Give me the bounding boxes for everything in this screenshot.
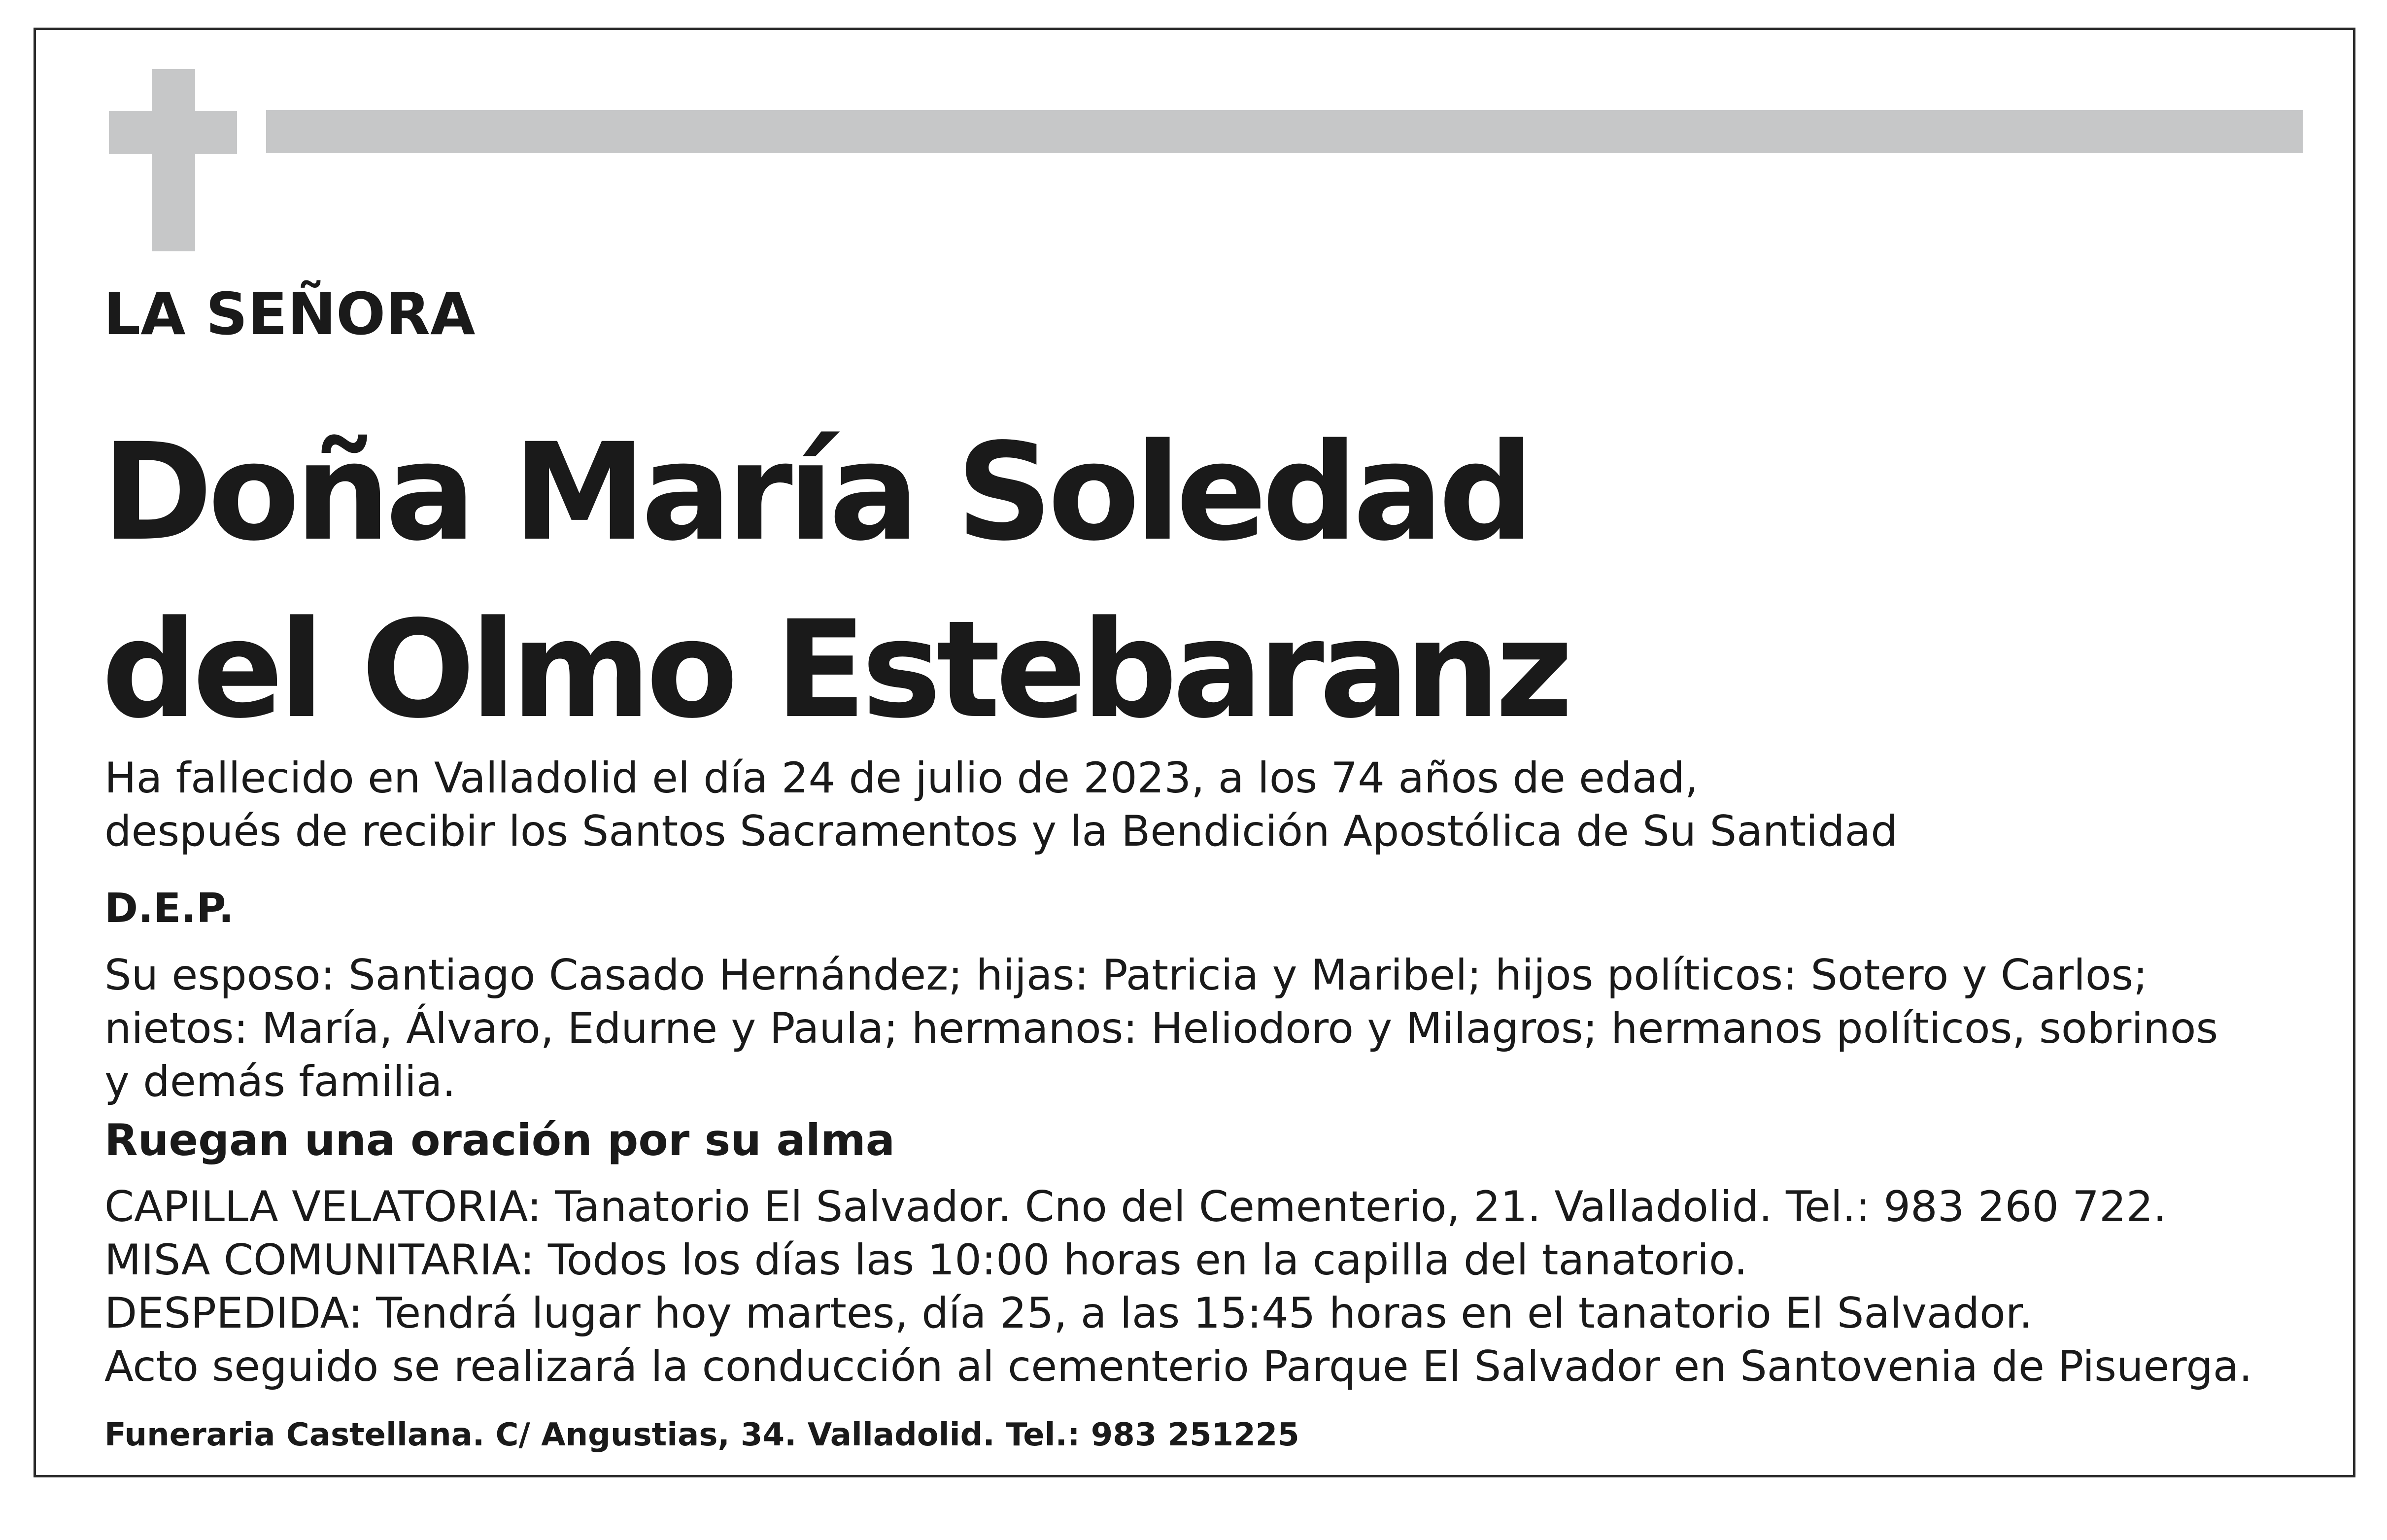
deceased-name-line-2: del Olmo Estebaranz — [102, 592, 1569, 748]
service-line-4: Acto seguido se realizará la conducción al cementerio Parque El Salvador en Santovenia de Pisuerga. — [104, 1342, 2252, 1391]
service-line-3: DESPEDIDA: Tendrá lugar hoy martes, día 25, a las 15:45 horas en el tanatorio El Salvador. — [104, 1289, 2033, 1338]
family-line-3: y demás familia. — [104, 1057, 456, 1106]
family-line-2: nietos: María, Álvaro, Edurne y Paula; hermanos: Heliodoro y Milagros; hermanos políticos, sobrinos — [104, 1004, 2218, 1053]
deceased-name-line-1: Doña María Soledad — [102, 415, 1530, 571]
family-list — [104, 949, 2218, 1108]
deceased-name — [102, 404, 1569, 759]
cross-vertical-bar — [152, 69, 195, 251]
header-rule — [266, 110, 2303, 153]
death-announcement — [104, 752, 1898, 858]
latin-cross-icon — [109, 69, 237, 251]
service-details — [104, 1180, 2252, 1393]
cross-horizontal-bar — [109, 111, 237, 154]
funeral-home-footer: Funeraria Castellana. C/ Angustias, 34. Valladolid. Tel.: 983 251225 — [104, 1417, 1299, 1453]
family-line-1: Su esposo: Santiago Casado Hernández; hijas: Patricia y Maribel; hijos políticos: Sotero y Carlos; — [104, 951, 2148, 1000]
service-line-1: CAPILLA VELATORIA: Tanatorio El Salvador. Cno del Cementerio, 21. Valladolid. Tel.: 983 260 722. — [104, 1182, 2167, 1232]
prayer-request: Ruegan una oración por su alma — [104, 1115, 895, 1165]
rip-label: D.E.P. — [104, 885, 234, 932]
service-line-2: MISA COMUNITARIA: Todos los días las 10:00 horas en la capilla del tanatorio. — [104, 1235, 1748, 1285]
announcement-line-2: después de recibir los Santos Sacramentos y la Bendición Apostólica de Su Santidad — [104, 807, 1898, 856]
announcement-line-1: Ha fallecido en Valladolid el día 24 de julio de 2023, a los 74 años de edad, — [104, 753, 1699, 803]
title-prefix: LA SEÑORA — [103, 280, 476, 348]
